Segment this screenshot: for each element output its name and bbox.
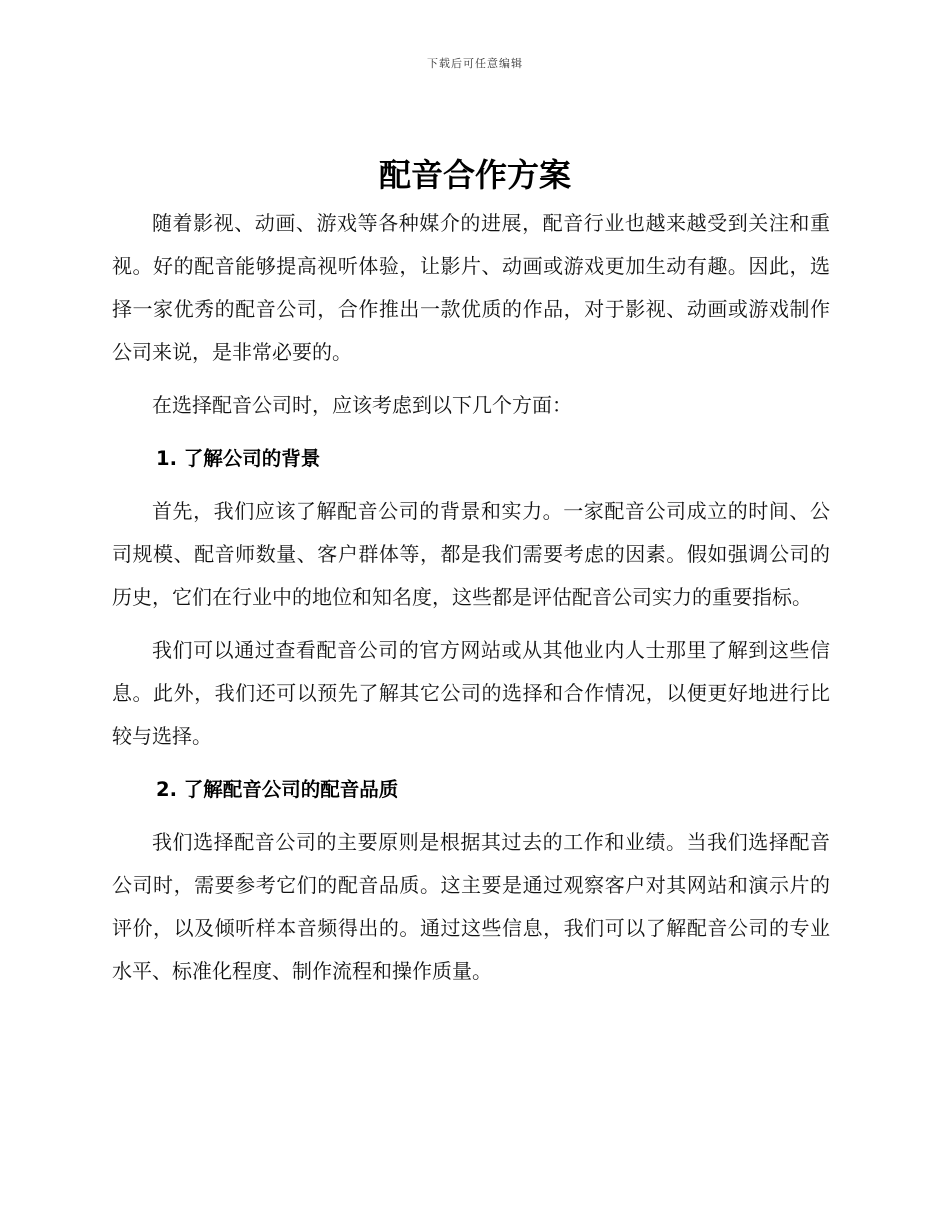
document-body	[112, 202, 830, 1003]
paragraph-research: 我们可以通过查看配音公司的官方网站或从其他业内人士那里了解到这些信息。此外，我们还可以预先了解其它公司的选择和合作情况，以便更好地进行比较与选择。	[112, 638, 830, 748]
paragraph-intro: 随着影视、动画、游戏等各种媒介的进展，配音行业也越来越受到关注和重视。好的配音能够提高视听体验，让影片、动画或游戏更加生动有趣。因此，选择一家优秀的配音公司，合作推出一款优质的作品，对于影视、动画或游戏制作公司来说，是非常必要的。	[112, 211, 830, 364]
header-note: 下载后可任意编辑	[427, 57, 523, 70]
paragraph-quality: 我们选择配音公司的主要原则是根据其过去的工作和业绩。当我们选择配音公司时，需要参考它们的配音品质。这主要是通过观察客户对其网站和演示片的评价，以及倾听样本音频得出的。通过这些信息，我们可以了解配音公司的专业水平、标准化程度、制作流程和操作质量。	[112, 830, 830, 983]
document-title: 配音合作方案	[378, 156, 571, 194]
section-heading-background: 1. 了解公司的背景	[156, 447, 321, 470]
paragraph-background: 首先，我们应该了解配音公司的背景和实力。一家配音公司成立的时间、公司规模、配音师数量、客户群体等，都是我们需要考虑的因素。假如强调公司的历史，它们在行业中的地位和知名度，这些都是评估配音公司实力的重要指标。	[112, 499, 830, 609]
section-heading-quality: 2. 了解配音公司的配音品质	[156, 778, 399, 801]
paragraph-considerations: 在选择配音公司时，应该考虑到以下几个方面：	[152, 393, 572, 417]
